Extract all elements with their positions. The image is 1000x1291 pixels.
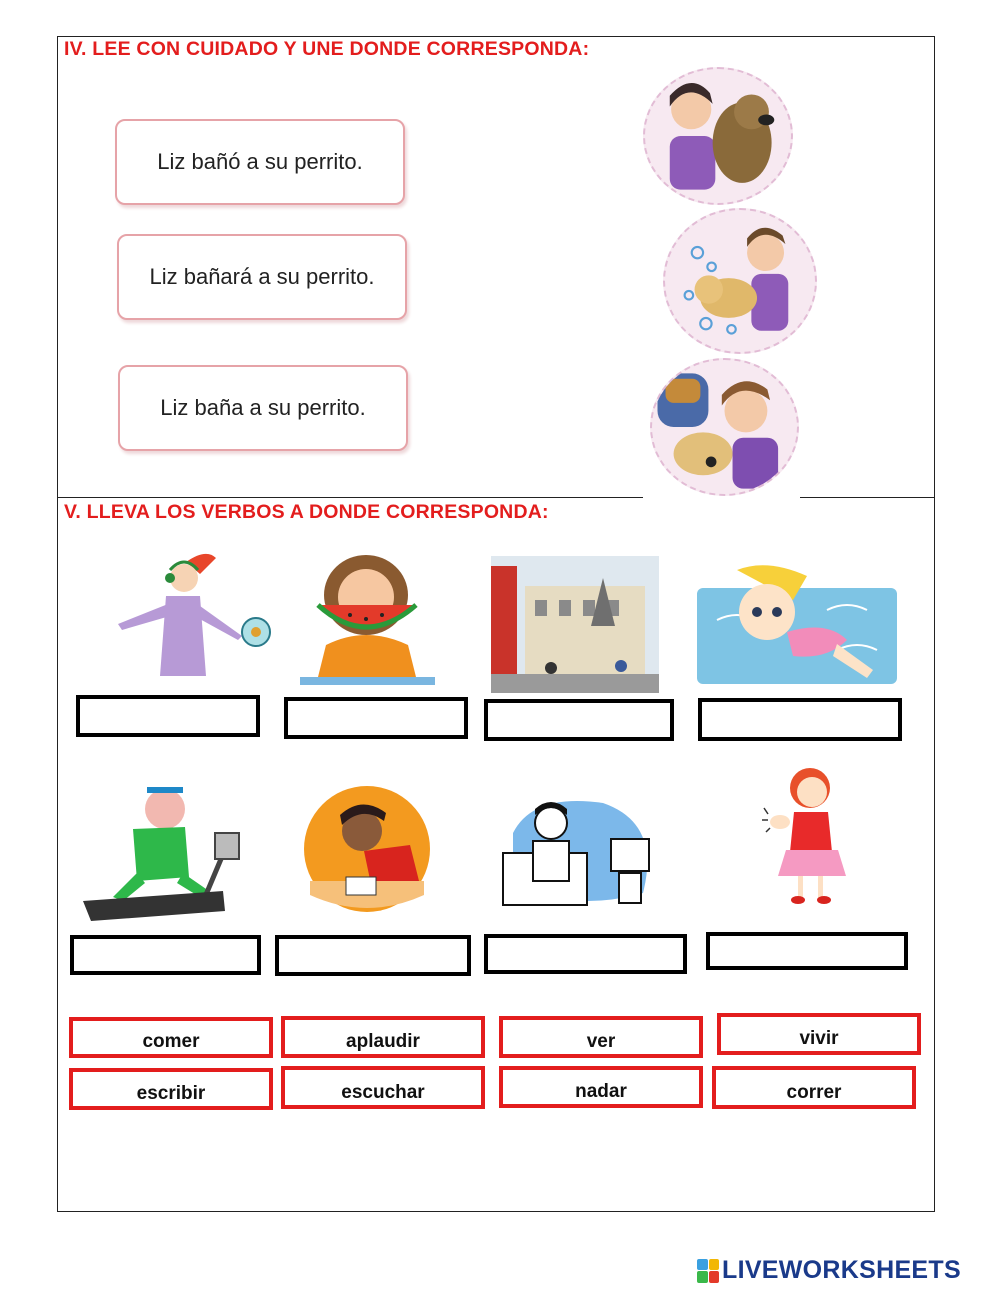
picture-girl-will-bathe-dog[interactable] bbox=[650, 358, 799, 496]
word-tile-escuchar[interactable]: escuchar bbox=[281, 1066, 485, 1109]
sentence-card-future[interactable]: Liz bañará a su perrito. bbox=[117, 234, 407, 320]
picture-girl-bathing-dog[interactable] bbox=[663, 208, 817, 354]
girl-clapping-icon bbox=[758, 760, 848, 906]
sentence-card-past[interactable]: Liz bañó a su perrito. bbox=[115, 119, 405, 205]
man-treadmill-icon bbox=[73, 773, 251, 921]
girl-watermelon-icon bbox=[300, 545, 435, 685]
answer-box-4[interactable] bbox=[698, 698, 902, 741]
answer-box-5[interactable] bbox=[70, 935, 261, 975]
girl-dog-illustration-icon bbox=[645, 69, 791, 203]
sentence-card-present[interactable]: Liz baña a su perrito. bbox=[118, 365, 408, 451]
liveworksheets-logo bbox=[697, 1256, 961, 1285]
picture-eating bbox=[300, 545, 435, 685]
picture-swimming bbox=[697, 560, 897, 693]
boy-writing-icon bbox=[302, 785, 432, 913]
answer-box-8[interactable] bbox=[706, 932, 908, 970]
section-divider-right bbox=[800, 497, 935, 498]
picture-girl-bathed-dog[interactable] bbox=[643, 67, 793, 205]
brand-name: LIVEWORKSHEETS bbox=[722, 1256, 961, 1284]
answer-box-3[interactable] bbox=[484, 699, 674, 741]
picture-watching-tv bbox=[493, 793, 661, 913]
liveworksheets-mark-icon bbox=[697, 1259, 719, 1283]
picture-listening bbox=[88, 540, 274, 680]
answer-box-2[interactable] bbox=[284, 697, 468, 739]
word-tile-nadar[interactable]: nadar bbox=[499, 1066, 703, 1108]
girl-dog-tub-illustration-icon bbox=[652, 360, 797, 494]
picture-running bbox=[73, 773, 251, 921]
answer-box-6[interactable] bbox=[275, 935, 471, 976]
answer-box-7[interactable] bbox=[484, 934, 687, 974]
child-swimming-icon bbox=[697, 560, 897, 693]
dog-bath-illustration-icon bbox=[665, 210, 815, 352]
picture-living-city bbox=[491, 556, 659, 693]
city-square-icon bbox=[491, 556, 659, 693]
section-divider-left bbox=[57, 497, 643, 498]
girl-headphones-icon bbox=[88, 540, 274, 680]
word-tile-escribir[interactable]: escribir bbox=[69, 1068, 273, 1110]
boy-tv-icon bbox=[493, 793, 661, 913]
word-tile-comer[interactable]: comer bbox=[69, 1017, 273, 1058]
section-5-title: V. LLEVA LOS VERBOS A DONDE CORRESPONDA: bbox=[64, 501, 549, 523]
section-4-title: IV. LEE CON CUIDADO Y UNE DONDE CORRESPONDA: bbox=[64, 38, 590, 60]
word-tile-correr[interactable]: correr bbox=[712, 1066, 916, 1109]
word-tile-vivir[interactable]: vivir bbox=[717, 1013, 921, 1055]
answer-box-1[interactable] bbox=[76, 695, 260, 737]
word-tile-aplaudir[interactable]: aplaudir bbox=[281, 1016, 485, 1058]
picture-writing bbox=[302, 785, 432, 913]
picture-clapping bbox=[758, 760, 848, 906]
word-tile-ver[interactable]: ver bbox=[499, 1016, 703, 1058]
